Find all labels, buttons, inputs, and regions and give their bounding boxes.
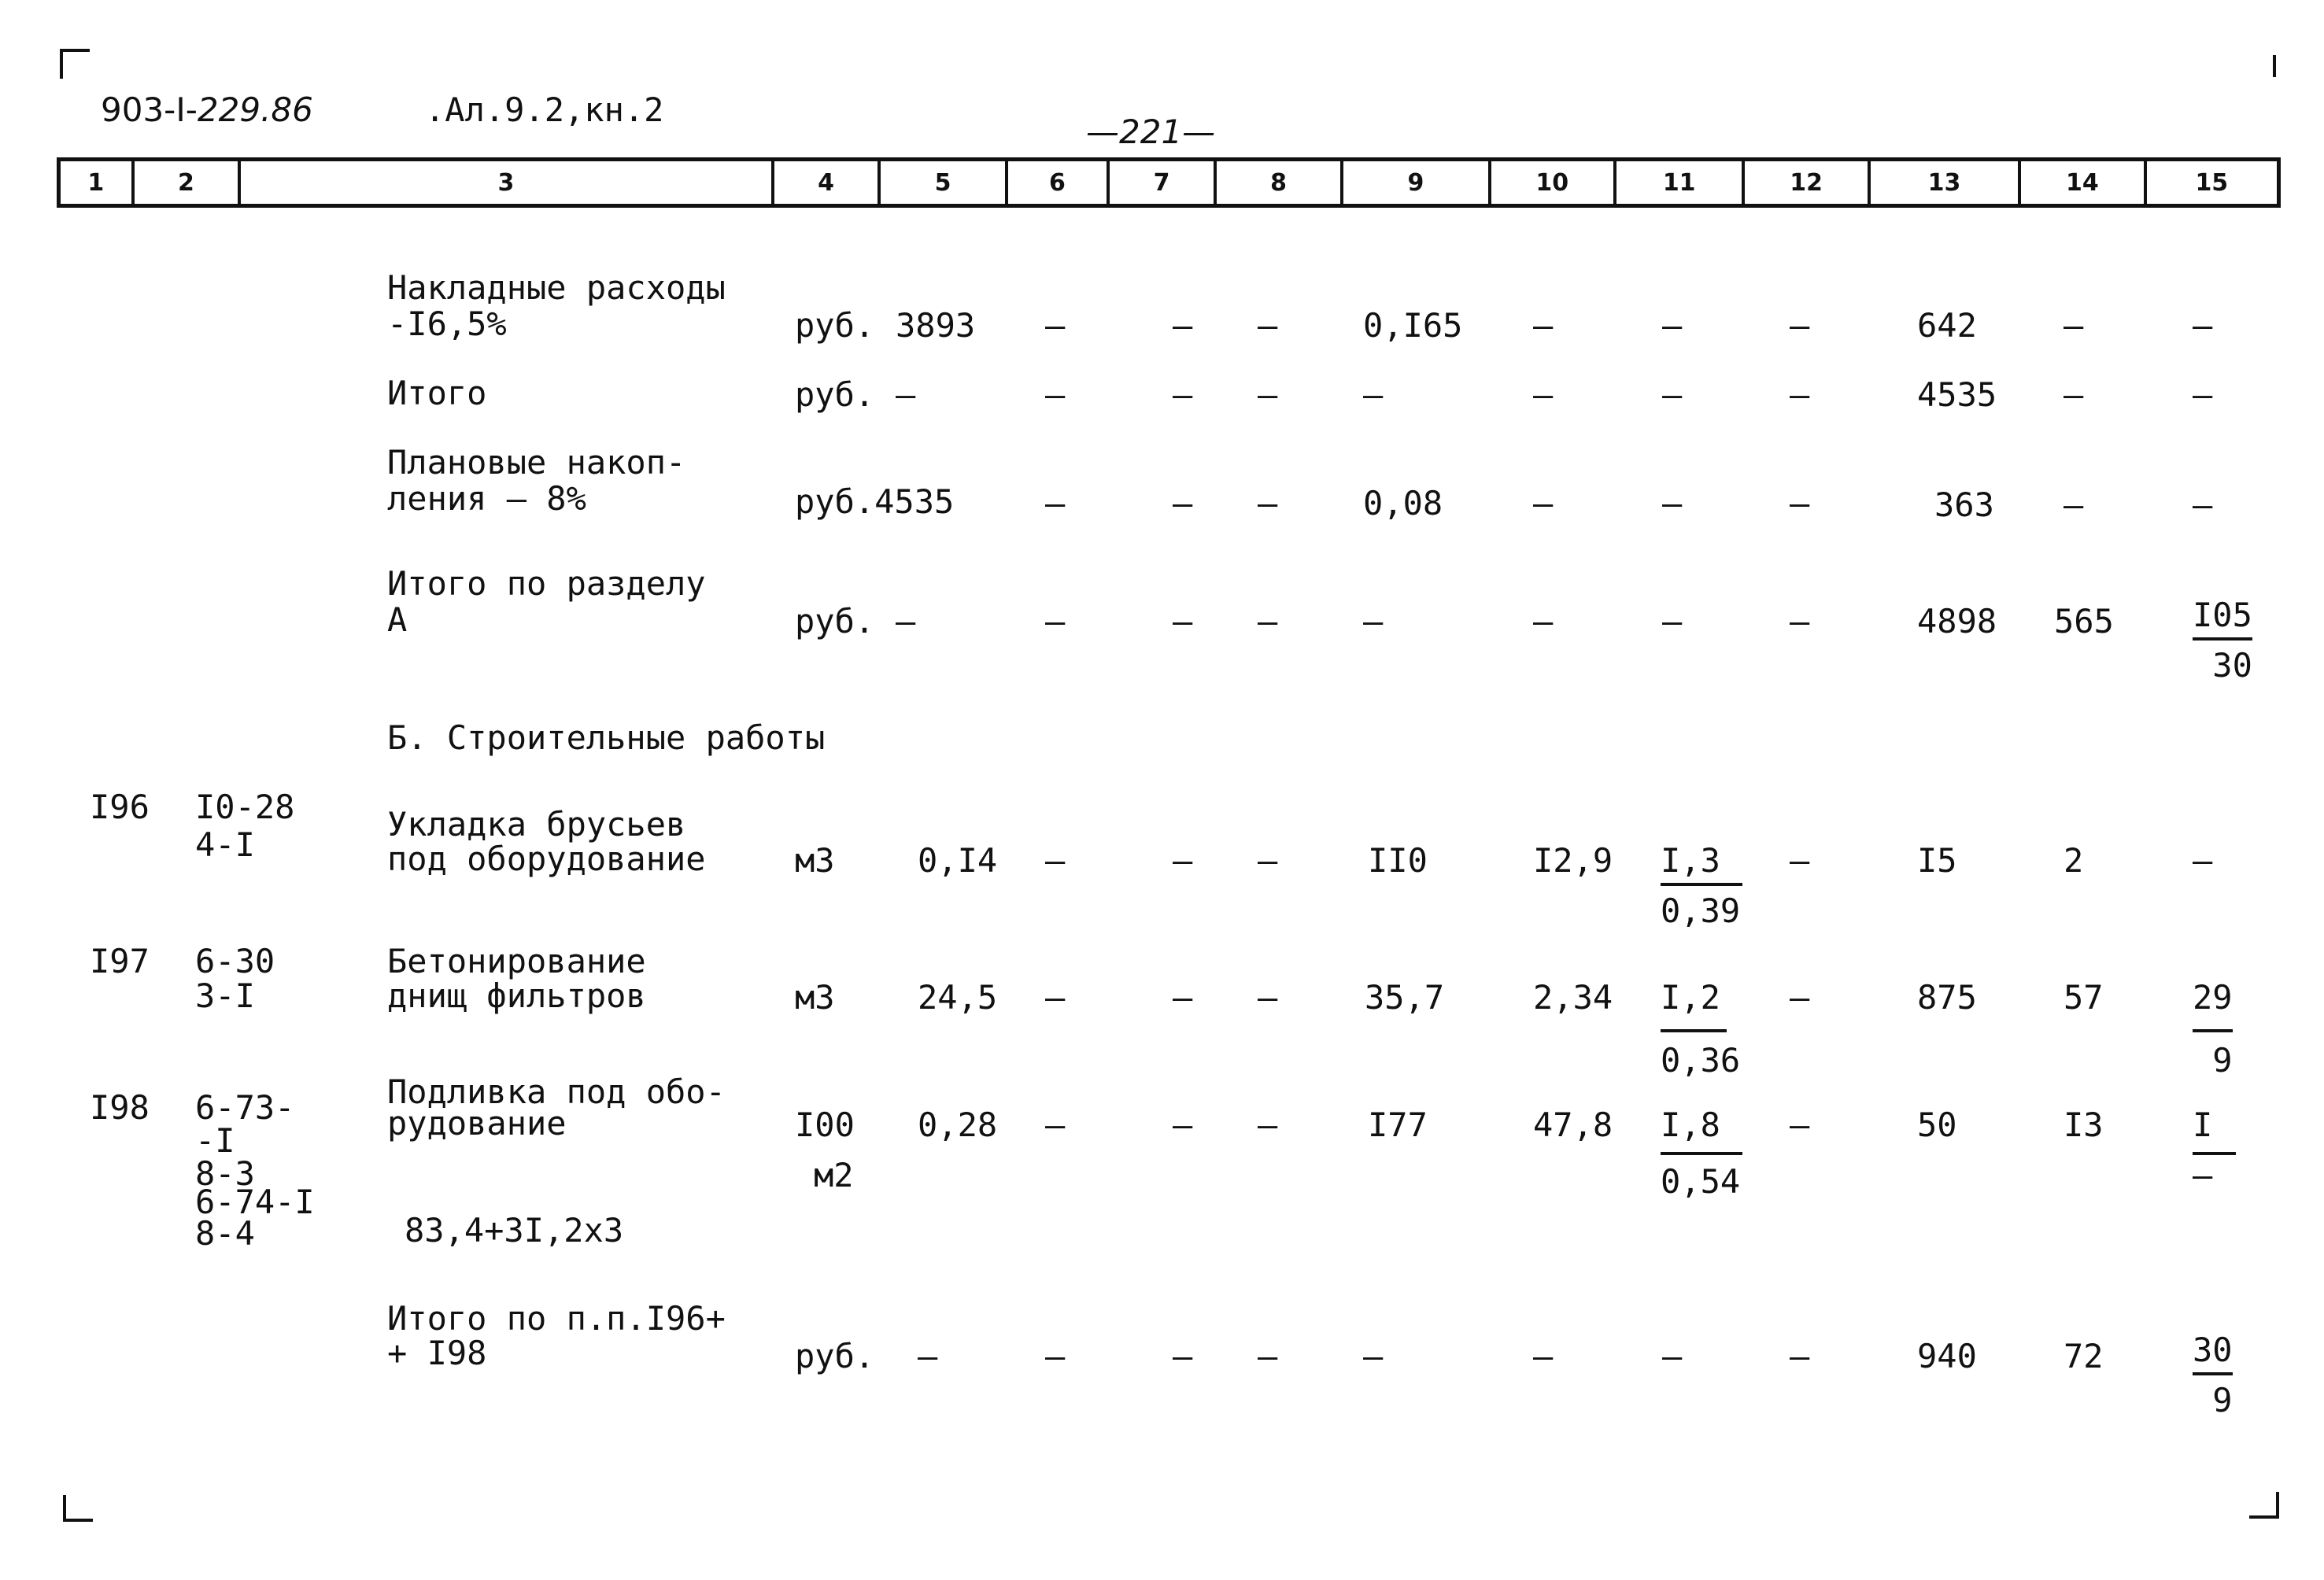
cell-col8: – xyxy=(1258,306,1278,345)
cell-col13: 50 xyxy=(1917,1106,1957,1144)
norm-code-line2: 4-I xyxy=(195,825,255,864)
column-header-5: 5 xyxy=(881,161,1007,204)
cell-col11: – xyxy=(1662,306,1683,345)
cell-col14: I3 xyxy=(2064,1106,2104,1144)
column-header-2: 2 xyxy=(135,161,242,204)
fraction-denominator: 0,54 xyxy=(1661,1162,1741,1201)
cell-col8: – xyxy=(1258,1337,1278,1375)
unit-cell: I00 xyxy=(795,1106,855,1144)
fraction-denominator: 0,39 xyxy=(1661,892,1741,930)
column-header-15: 15 xyxy=(2195,168,2229,197)
unit-cell: руб. xyxy=(795,602,875,640)
cell-col6: – xyxy=(1045,1337,1066,1375)
cell-col7: – xyxy=(1173,306,1193,345)
cell-col7: – xyxy=(1173,978,1193,1017)
document-code-prefix: 903-I- xyxy=(101,90,198,129)
row-number: I96 xyxy=(90,788,150,826)
cell-col13: 642 xyxy=(1917,306,1977,345)
column-header-13: 13 xyxy=(1871,161,2021,204)
cell-col6: – xyxy=(1045,1106,1066,1144)
fraction-numerator: 29 xyxy=(2193,980,2233,1032)
cell-col14: 565 xyxy=(2054,602,2114,640)
cell-col5: 24,5 xyxy=(918,978,998,1017)
column-header-6: 6 xyxy=(1008,161,1110,204)
quantity-formula: 83,4+3I,2х3 xyxy=(405,1211,624,1250)
cell-col8: – xyxy=(1258,375,1278,414)
document-reference: .Ал.9.2,кн.2 xyxy=(425,90,664,129)
unit-cell: руб. xyxy=(795,306,875,345)
column-header-4: 4 xyxy=(774,161,881,204)
column-header-8: 8 xyxy=(1217,161,1343,204)
fraction-numerator: I05 xyxy=(2193,598,2252,640)
cell-col7: – xyxy=(1173,841,1193,880)
cell-col7: – xyxy=(1173,1106,1193,1144)
cell-col6: – xyxy=(1045,306,1066,345)
cell-col12: – xyxy=(1790,306,1810,345)
fraction-denominator: 30 xyxy=(2212,646,2252,685)
cell-col10: I2,9 xyxy=(1533,841,1613,880)
document-code xyxy=(101,90,313,129)
cell-col5: – xyxy=(918,1337,938,1375)
fraction-denominator: 0,36 xyxy=(1661,1041,1741,1080)
unit-cell: руб. xyxy=(795,375,875,414)
cell-col12: – xyxy=(1790,484,1810,522)
unit-cell: руб.4535 xyxy=(795,482,955,521)
fraction-numerator: I xyxy=(2193,1108,2236,1155)
cell-col14: – xyxy=(2064,485,2084,524)
norm-code-line3: 8-3 xyxy=(195,1154,255,1193)
item-name: Итого xyxy=(387,374,487,412)
norm-code-line2: 3-I xyxy=(195,976,255,1015)
cell-col15-fraction xyxy=(2193,980,2233,1078)
column-header-7: 7 xyxy=(1110,161,1217,204)
cell-col9: II0 xyxy=(1368,841,1428,880)
column-header-11: 11 xyxy=(1616,161,1745,204)
cell-col5: 0,I4 xyxy=(918,841,998,880)
cell-col10: 47,8 xyxy=(1533,1106,1613,1144)
corner-mark-top-right xyxy=(2273,55,2276,77)
cell-col13: I5 xyxy=(1917,841,1957,880)
cell-col9: 35,7 xyxy=(1365,978,1445,1017)
cell-col15-fraction xyxy=(2193,1333,2233,1418)
cell-col5: 3893 xyxy=(896,306,976,345)
column-header-14: 14 xyxy=(2021,161,2146,204)
cell-col10: – xyxy=(1533,602,1554,640)
norm-code-line4: 6-74-I xyxy=(195,1183,315,1221)
cell-col8: – xyxy=(1258,484,1278,522)
item-name-line2: А xyxy=(387,600,408,639)
cell-col12: – xyxy=(1790,1337,1810,1375)
cell-col12: – xyxy=(1790,375,1810,414)
column-header-12: 12 xyxy=(1745,161,1870,204)
cell-col15-fraction xyxy=(2193,1108,2236,1193)
cell-col9: – xyxy=(1363,1337,1384,1375)
item-name-line2: + I98 xyxy=(387,1334,487,1372)
cell-col5: – xyxy=(896,375,916,414)
cell-col10: – xyxy=(1533,306,1554,345)
fraction-numerator: I,2 xyxy=(1661,980,1727,1032)
cell-col8: – xyxy=(1258,1106,1278,1144)
cell-col7: – xyxy=(1173,484,1193,522)
cell-col14: 57 xyxy=(2064,978,2104,1017)
cell-col15: – xyxy=(2193,841,2213,880)
cell-col9: – xyxy=(1363,375,1384,414)
column-header-3: 3 xyxy=(241,161,774,204)
norm-code: 6-73- xyxy=(195,1088,295,1127)
cell-col5: – xyxy=(896,602,916,640)
cell-col14: – xyxy=(2064,375,2084,414)
cell-col5: 0,28 xyxy=(918,1106,998,1144)
cell-col10: – xyxy=(1533,375,1554,414)
cell-col7: – xyxy=(1173,375,1193,414)
cell-col13: 875 xyxy=(1917,978,1977,1017)
cell-col15: – xyxy=(2193,375,2213,414)
cell-col14: 72 xyxy=(2064,1337,2104,1375)
cell-col9: – xyxy=(1363,602,1384,640)
norm-code: I0-28 xyxy=(195,788,295,826)
cell-col10: 2,34 xyxy=(1533,978,1613,1017)
cell-col15: – xyxy=(2193,306,2213,345)
fraction-numerator: I,3 xyxy=(1661,844,1742,886)
cell-col12: – xyxy=(1790,978,1810,1017)
cell-col10: – xyxy=(1533,1337,1554,1375)
unit-cell: м3 xyxy=(795,841,835,880)
cell-col11: – xyxy=(1662,484,1683,522)
row-number: I98 xyxy=(90,1088,150,1127)
cell-col10: – xyxy=(1533,484,1554,522)
item-name: Итого по разделу xyxy=(387,564,706,603)
cell-col12: – xyxy=(1790,841,1810,880)
item-name-line2: рудование xyxy=(387,1104,567,1143)
cell-col12: – xyxy=(1790,1106,1810,1144)
fraction-denominator: 9 xyxy=(2212,1041,2233,1080)
column-header-9: 9 xyxy=(1343,161,1491,204)
cell-col11: – xyxy=(1662,375,1683,414)
cell-col11-fraction xyxy=(1661,1108,1742,1199)
item-name: Накладные расходы xyxy=(387,268,726,307)
norm-code-line5: 8-4 xyxy=(195,1214,255,1253)
cell-col6: – xyxy=(1045,841,1066,880)
cell-col11-fraction xyxy=(1661,980,1740,1078)
cell-col13: 4898 xyxy=(1917,602,1997,640)
cell-col9: 0,I65 xyxy=(1363,306,1463,345)
fraction-denominator: – xyxy=(2193,1156,2213,1194)
item-name-line2: под оборудование xyxy=(387,840,706,878)
norm-code-line2: -I xyxy=(195,1121,235,1160)
cell-col14: 2 xyxy=(2064,841,2084,880)
row-number: I97 xyxy=(90,942,150,980)
unit-cell: руб. xyxy=(795,1337,875,1375)
column-header-row xyxy=(57,157,2281,208)
cell-col14: – xyxy=(2064,306,2084,345)
cell-col13: 4535 xyxy=(1917,375,1997,414)
page-number: —221— xyxy=(1086,113,1216,151)
cell-col8: – xyxy=(1258,841,1278,880)
corner-mark-bottom-right xyxy=(2249,1492,2279,1519)
unit-cell-line2: м2 xyxy=(814,1156,854,1194)
item-name: Подливка под обо- xyxy=(387,1072,726,1111)
item-name: Бетонирование xyxy=(387,942,646,980)
fraction-denominator: 9 xyxy=(2212,1381,2233,1419)
cell-col9: I77 xyxy=(1368,1106,1428,1144)
column-header-1: 1 xyxy=(61,161,135,204)
norm-code: 6-30 xyxy=(195,942,275,980)
cell-col11: – xyxy=(1662,1337,1683,1375)
unit-cell: м3 xyxy=(795,978,835,1017)
cell-col6: – xyxy=(1045,602,1066,640)
cell-col6: – xyxy=(1045,978,1066,1017)
cell-col8: – xyxy=(1258,978,1278,1017)
item-name: Итого по п.п.I96+ xyxy=(387,1299,726,1338)
fraction-numerator: 30 xyxy=(2193,1333,2233,1375)
cell-col15: – xyxy=(2193,485,2213,524)
cell-col11-fraction xyxy=(1661,841,1742,930)
corner-mark-bottom-left xyxy=(63,1495,93,1522)
cell-col7: – xyxy=(1173,602,1193,640)
item-name: Плановые накоп- xyxy=(387,443,686,482)
cell-col11: – xyxy=(1662,602,1683,640)
column-header-10: 10 xyxy=(1491,161,1616,204)
cell-col6: – xyxy=(1045,375,1066,414)
item-name-line2: ления – 8% xyxy=(387,479,586,518)
cell-col7: – xyxy=(1173,1337,1193,1375)
cell-col15-fraction xyxy=(2193,598,2252,683)
cell-col13: 363 xyxy=(1934,485,1994,524)
cell-col8: – xyxy=(1258,602,1278,640)
document-code-handwritten: 229.86 xyxy=(197,90,313,129)
item-name: Укладка брусьев xyxy=(387,805,686,844)
cell-col13: 940 xyxy=(1917,1337,1977,1375)
item-name-line2: днищ фильтров xyxy=(387,976,646,1015)
item-name-line2: -I6,5% xyxy=(387,305,507,343)
cell-col12: – xyxy=(1790,602,1810,640)
section-title: Б. Строительные работы xyxy=(387,718,826,757)
corner-mark-top-left xyxy=(60,49,90,79)
cell-col9: 0,08 xyxy=(1363,484,1443,522)
cell-col6: – xyxy=(1045,484,1066,522)
fraction-numerator: I,8 xyxy=(1661,1108,1742,1155)
